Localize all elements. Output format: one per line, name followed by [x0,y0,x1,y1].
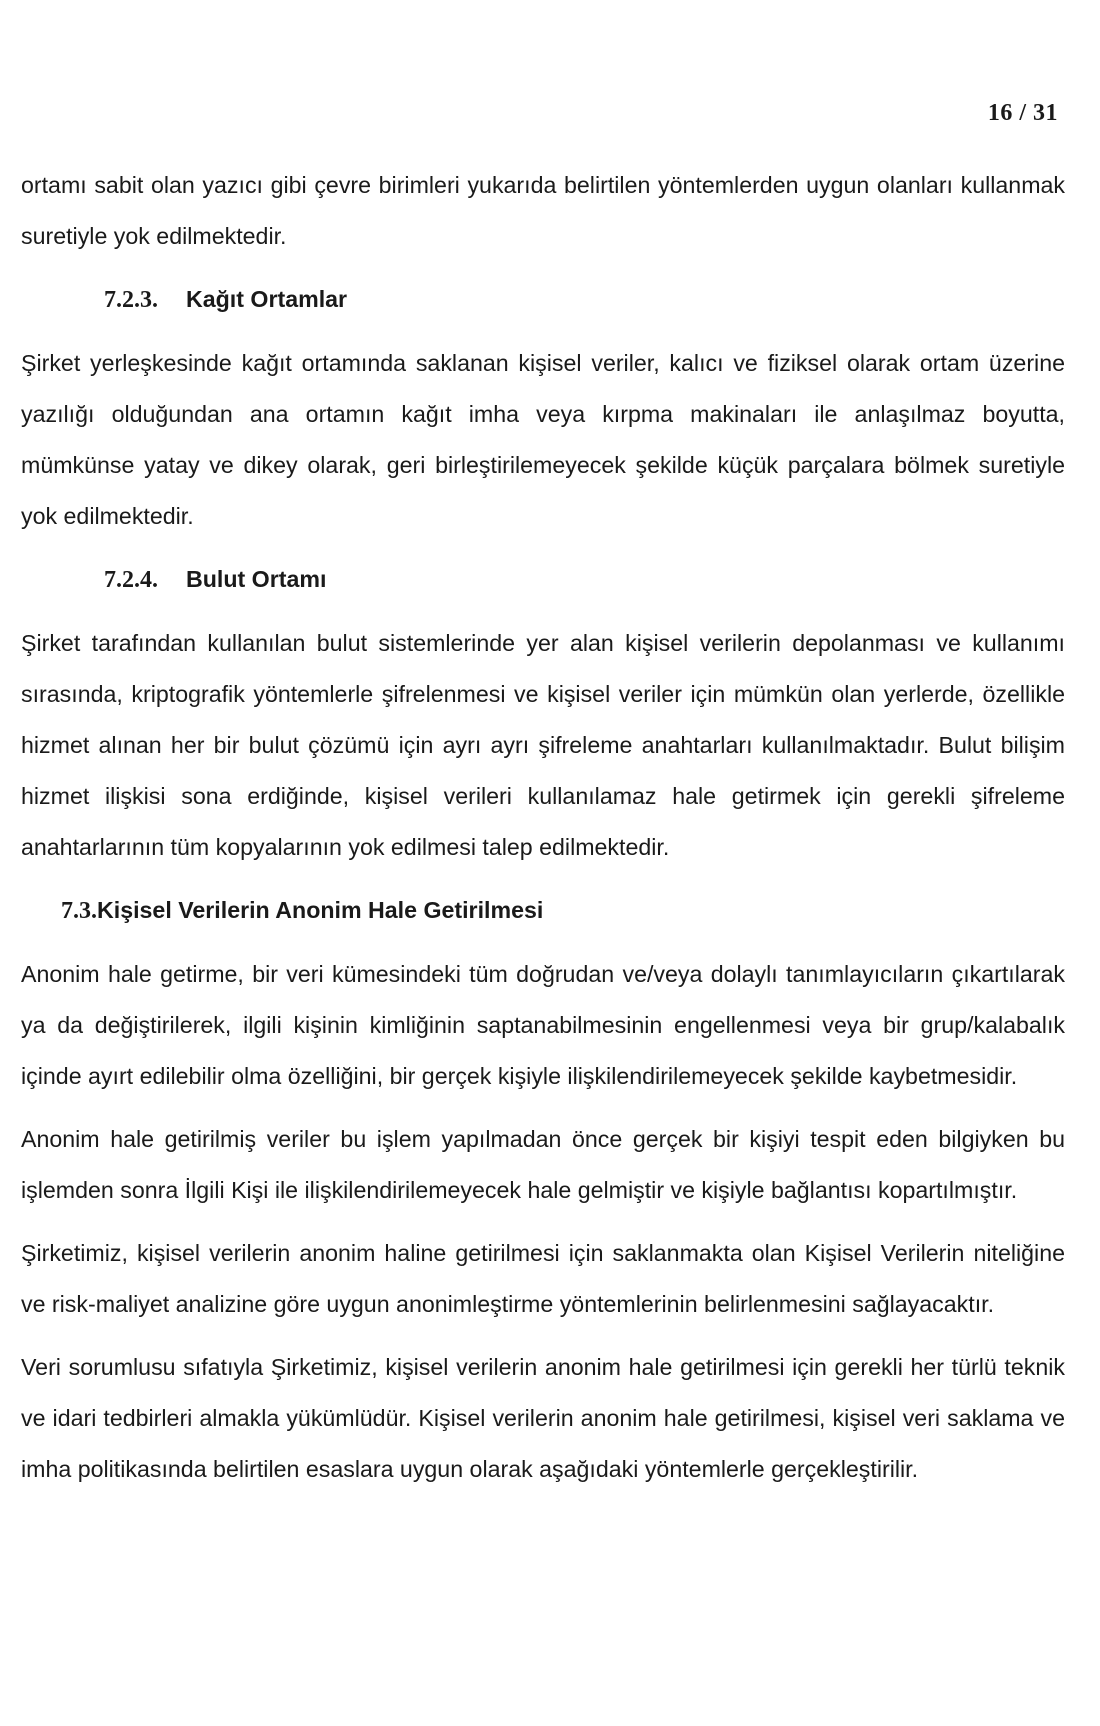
section-number: 7.2.4. [104,567,158,593]
section-number: 7.2.3. [104,287,158,313]
section-7-2-4-body: Şirket tarafından kullanılan bulut sistemlerinde yer alan kişisel verilerin depolanması ve kullanımı sırasında, kriptografik yöntemlerle şifrelenmesi ve kişisel veriler için mümkün olan yerlerde, özellikle hizmet alınan her bir bulut çözümü için ayrı ayrı şifreleme anahtarları kullanılmaktadır. Bulut bilişim hizmet ilişkisi sona erdiğinde, kişisel verileri kullanılamaz hale getirmek için gerekli şifreleme anahtarlarının tüm kopyalarının yok edilmesi talep edilmektedir. [21,630,1065,860]
section-7-2-3-body: Şirket yerleşkesinde kağıt ortamında saklanan kişisel veriler, kalıcı ve fiziksel olarak ortam üzerine yazılığı olduğundan ana ortamın kağıt imha veya kırpma makinaları ile anlaşılmaz boyutta, mümkünse yatay ve dikey olarak, geri birleştirilemeyecek şekilde küçük parçalara bölmek suretiyle yok edilmektedir. [21,350,1065,529]
section-heading-7-2-4 [21,554,1065,606]
section-7-3-paragraph: Şirketimiz, kişisel verilerin anonim haline getirilmesi için saklanmakta olan Kişisel Verilerin niteliğine ve risk-maliyet analizine göre uygun anonimleştirme yöntemlerinin belirlenmesini sağlayacaktır. [21,1240,1065,1317]
section-7-3-paragraph: Anonim hale getirilmiş veriler bu işlem yapılmadan önce gerçek bir kişiyi tespit eden bilgiyken bu işlemden sonra İlgili Kişi ile ilişkilendirilemeyecek hale gelmiştir ve kişiyle bağlantısı kopartılmıştır. [21,1126,1065,1203]
section-7-3-paragraph: Anonim hale getirme, bir veri kümesindeki tüm doğrudan ve/veya dolaylı tanımlayıcıların çıkartılarak ya da değiştirilerek, ilgili kişinin kimliğinin saptanabilmesinin engellenmesi veya bir grup/kalabalık içinde ayırt edilebilir olma özelliğini, bir gerçek kişiyle ilişkilendirilemeyecek şekilde kaybetmesidir. [21,961,1065,1089]
section-7-3-paragraph: Veri sorumlusu sıfatıyla Şirketimiz, kişisel verilerin anonim hale getirilmesi için gerekli her türlü teknik ve idari tedbirleri almakla yükümlüdür. Kişisel verilerin anonim hale getirilmesi, kişisel veri saklama ve imha politikasında belirtilen esaslara uygun olarak aşağıdaki yöntemlerle gerçekleştirilir. [21,1354,1065,1482]
section-heading-7-2-3 [21,274,1065,326]
intro-paragraph: ortamı sabit olan yazıcı gibi çevre birimleri yukarıda belirtilen yöntemlerden uygun olanları kullanmak suretiyle yok edilmektedir. [21,172,1065,249]
section-title: Kişisel Verilerin Anonim Hale Getirilmesi [97,897,544,923]
section-heading-7-3 [21,885,1065,937]
page-number: 16 / 31 [987,100,1058,126]
section-title: Bulut Ortamı [186,566,327,592]
page-content [21,160,1065,1507]
section-number: 7.3. [61,898,97,924]
section-title: Kağıt Ortamlar [186,286,348,312]
